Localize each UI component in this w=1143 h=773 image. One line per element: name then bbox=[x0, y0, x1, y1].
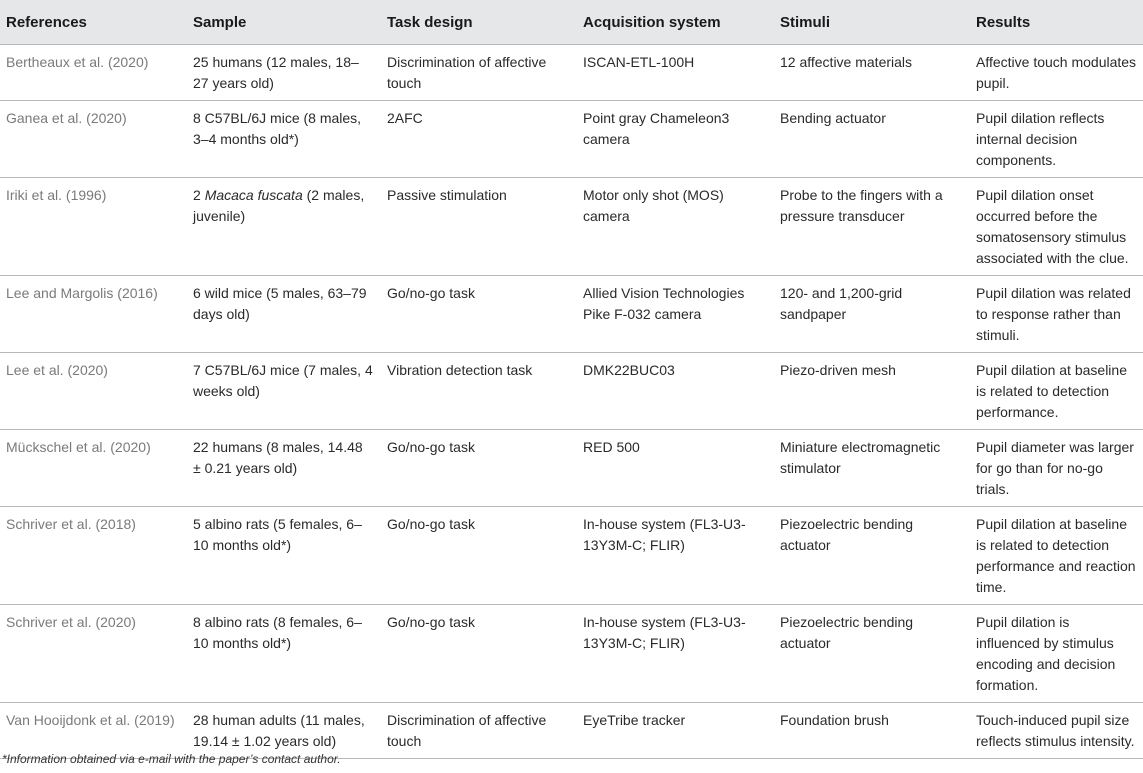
cell-sample: 28 human adults (11 males, 19.14 ± 1.02 years old) bbox=[186, 703, 380, 759]
table-row bbox=[0, 353, 1143, 430]
cell-task-design: Discrimination of affective touch bbox=[380, 45, 576, 101]
cell-stimuli: Piezoelectric bending actuator bbox=[773, 507, 969, 605]
table-row bbox=[0, 101, 1143, 178]
cell-task-design: Go/no-go task bbox=[380, 507, 576, 605]
table-row bbox=[0, 507, 1143, 605]
cell-task-design: Vibration detection task bbox=[380, 353, 576, 430]
cell-stimuli: Miniature electromagnetic stimulator bbox=[773, 430, 969, 507]
cell-acquisition-system: Allied Vision Technologies Pike F-032 camera bbox=[576, 276, 773, 353]
cell-results: Affective touch modulates pupil. bbox=[969, 45, 1143, 101]
header-acquisition-system: Acquisition system bbox=[583, 13, 721, 31]
cell-reference: Van Hooijdonk et al. (2019) bbox=[0, 703, 186, 759]
cell-results: Pupil dilation at baseline is related to detection performance. bbox=[969, 353, 1143, 430]
table-header-row bbox=[0, 0, 1143, 45]
header-stimuli: Stimuli bbox=[780, 13, 831, 31]
cell-sample: 8 albino rats (8 females, 6–10 months old*) bbox=[186, 605, 380, 703]
cell-task-design: Go/no-go task bbox=[380, 276, 576, 353]
cell-acquisition-system: RED 500 bbox=[576, 430, 773, 507]
cell-acquisition-system: Motor only shot (MOS) camera bbox=[576, 178, 773, 276]
cell-results: Pupil dilation is influenced by stimulus encoding and decision formation. bbox=[969, 605, 1143, 703]
cell-stimuli: 12 affective materials bbox=[773, 45, 969, 101]
cell-sample: 22 humans (8 males, 14.48 ± 0.21 years old) bbox=[186, 430, 380, 507]
table-row bbox=[0, 178, 1143, 276]
table-footnote: *Information obtained via e-mail with the paper’s contact author. bbox=[2, 752, 341, 766]
cell-results: Pupil dilation was related to response rather than stimuli. bbox=[969, 276, 1143, 353]
sample-count: 2 bbox=[193, 187, 205, 203]
cell-reference: Lee et al. (2020) bbox=[0, 353, 186, 430]
cell-stimuli: Piezoelectric bending actuator bbox=[773, 605, 969, 703]
cell-acquisition-system: ISCAN-ETL-100H bbox=[576, 45, 773, 101]
cell-stimuli: Bending actuator bbox=[773, 101, 969, 178]
cell-reference: Schriver et al. (2018) bbox=[0, 507, 186, 605]
cell-reference: Ganea et al. (2020) bbox=[0, 101, 186, 178]
cell-results: Pupil dilation at baseline is related to detection performance and reaction time. bbox=[969, 507, 1143, 605]
cell-task-design: Passive stimulation bbox=[380, 178, 576, 276]
cell-task-design: Go/no-go task bbox=[380, 605, 576, 703]
cell-sample: 7 C57BL/6J mice (7 males, 4 weeks old) bbox=[186, 353, 380, 430]
cell-acquisition-system: Point gray Chameleon3 camera bbox=[576, 101, 773, 178]
cell-results: Pupil dilation reflects internal decision components. bbox=[969, 101, 1143, 178]
cell-stimuli: Probe to the fingers with a pressure transducer bbox=[773, 178, 969, 276]
cell-sample bbox=[186, 178, 380, 276]
cell-sample: 5 albino rats (5 females, 6–10 months old*) bbox=[186, 507, 380, 605]
cell-acquisition-system: DMK22BUC03 bbox=[576, 353, 773, 430]
cell-sample: 6 wild mice (5 males, 63–79 days old) bbox=[186, 276, 380, 353]
cell-sample: 8 C57BL/6J mice (8 males, 3–4 months old*) bbox=[186, 101, 380, 178]
cell-stimuli: Foundation brush bbox=[773, 703, 969, 759]
table-row bbox=[0, 276, 1143, 353]
table-row bbox=[0, 45, 1143, 101]
header-task-design: Task design bbox=[387, 13, 473, 31]
table-row bbox=[0, 703, 1143, 759]
cell-acquisition-system: In-house system (FL3-U3-13Y3M-C; FLIR) bbox=[576, 507, 773, 605]
species-name: Macaca fuscata bbox=[204, 187, 303, 203]
cell-acquisition-system: EyeTribe tracker bbox=[576, 703, 773, 759]
header-references: References bbox=[6, 13, 87, 31]
cell-reference: Iriki et al. (1996) bbox=[0, 178, 186, 276]
cell-acquisition-system: In-house system (FL3-U3-13Y3M-C; FLIR) bbox=[576, 605, 773, 703]
cell-results: Pupil dilation onset occurred before the somatosensory stimulus associated with the clue. bbox=[969, 178, 1143, 276]
header-sample: Sample bbox=[193, 13, 247, 31]
cell-stimuli: 120- and 1,200-grid sandpaper bbox=[773, 276, 969, 353]
table-row bbox=[0, 605, 1143, 703]
cell-reference: Bertheaux et al. (2020) bbox=[0, 45, 186, 101]
cell-results: Touch-induced pupil size reflects stimulus intensity. bbox=[969, 703, 1143, 759]
header-results: Results bbox=[976, 13, 1031, 31]
cell-task-design: Discrimination of affective touch bbox=[380, 703, 576, 759]
cell-reference: Mückschel et al. (2020) bbox=[0, 430, 186, 507]
cell-task-design: 2AFC bbox=[380, 101, 576, 178]
cell-stimuli: Piezo-driven mesh bbox=[773, 353, 969, 430]
cell-results: Pupil diameter was larger for go than for no-go trials. bbox=[969, 430, 1143, 507]
cell-sample: 25 humans (12 males, 18–27 years old) bbox=[186, 45, 380, 101]
cell-reference: Schriver et al. (2020) bbox=[0, 605, 186, 703]
sample-details: (2 males, juvenile) bbox=[193, 187, 365, 224]
cell-reference: Lee and Margolis (2016) bbox=[0, 276, 186, 353]
cell-task-design: Go/no-go task bbox=[380, 430, 576, 507]
table-row bbox=[0, 430, 1143, 507]
